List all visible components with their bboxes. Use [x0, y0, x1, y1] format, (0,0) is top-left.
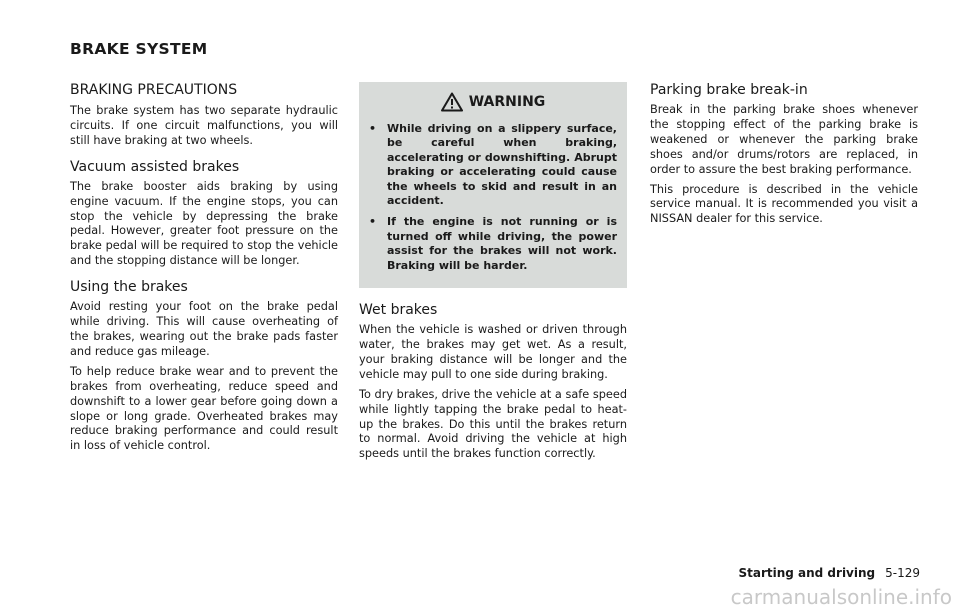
- warning-triangle-icon: [441, 92, 463, 112]
- parking-brake-paragraph-2: This procedure is described in the vehicle service manual. It is recommended you visit a NISSAN dealer for this service.: [650, 182, 918, 226]
- column-right: [650, 82, 918, 232]
- subheading-parking-brake-break-in: Parking brake break-in: [650, 82, 808, 98]
- subheading-wet-brakes: Wet brakes: [359, 302, 438, 319]
- watermark: carmanualsonline.info: [730, 585, 952, 609]
- wet-brakes-paragraph-1: When the vehicle is washed or driven through water, the brakes may get wet. As a result, your braking distance will be longer and the vehicle may pull to one side during braking.: [359, 323, 627, 381]
- column-left: [70, 82, 338, 459]
- subheading-vacuum-assisted-brakes: Vacuum assisted brakes: [70, 158, 240, 175]
- warning-title: WARNING: [468, 94, 546, 110]
- footer-section-name: Starting and driving: [738, 566, 876, 580]
- warning-bullet: •: [369, 215, 377, 229]
- page-footer: [738, 566, 920, 580]
- subheading-using-the-brakes: Using the brakes: [70, 279, 188, 296]
- warning-item-text: While driving on a slippery surface, be careful when braking, accelerating or downshifting. Abrupt braking or accelerating could cause the wheels to skid and result in an accident.: [387, 122, 617, 208]
- page-title: BRAKE SYSTEM: [70, 40, 208, 58]
- warning-item: [369, 215, 617, 273]
- braking-intro-paragraph: The brake system has two separate hydraulic circuits. If one circuit malfunctions, you will still have braking at two wheels.: [70, 104, 338, 147]
- wet-brakes-paragraph-2: To dry brakes, drive the vehicle at a safe speed while lightly tapping the brake pedal to heat-up the brakes. Do this until the brakes return to normal. Avoid driving the vehicle at high speeds until the brakes function correctly.: [359, 387, 627, 461]
- warning-box: [359, 82, 627, 288]
- warning-item-text: If the engine is not running or is turned off while driving, the power assist for the brakes will not work. Braking will be harder.: [387, 215, 617, 272]
- footer-page-number: 5-129: [885, 566, 920, 580]
- warning-bullet: •: [369, 122, 377, 135]
- using-brakes-paragraph-1: Avoid resting your foot on the brake pedal while driving. This will cause overheating of the brakes, wearing out the brake pads faster and reduce gas mileage.: [70, 300, 338, 358]
- vacuum-brakes-paragraph: The brake booster aids braking by using engine vacuum. If the engine stops, you can stop the vehicle by depressing the brake pedal. However, greater foot pressure on the brake pedal will be required to stop the vehicle and the stopping distance will be longer.: [70, 179, 338, 268]
- column-middle: [359, 82, 627, 467]
- warning-header: [369, 92, 617, 112]
- warning-item: [369, 122, 617, 208]
- using-brakes-paragraph-2: To help reduce brake wear and to prevent the brakes from overheating, reduce speed and downshift to a lower gear before going down a slope or long grade. Overheated brakes may reduce braking performance and could result in loss of vehicle control.: [70, 364, 338, 453]
- parking-brake-paragraph-1: Break in the parking brake shoes whenever the stopping effect of the parking brake is weakened or whenever the parking brake shoes and/or drums/rotors are replaced, in order to assure the best braking performance.: [650, 103, 918, 176]
- section-heading-braking-precautions: BRAKING PRECAUTIONS: [70, 82, 238, 98]
- warning-list: [369, 122, 617, 273]
